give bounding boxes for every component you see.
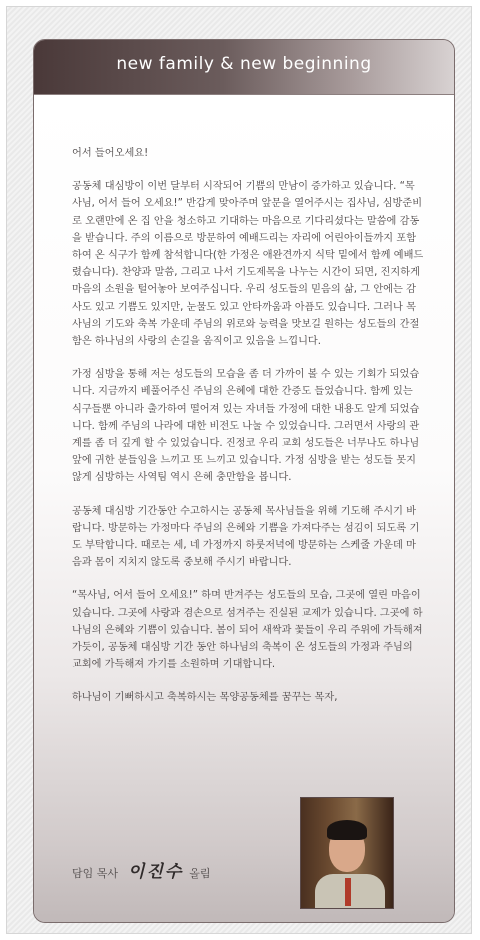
header-banner (34, 40, 454, 95)
letter-content (72, 145, 424, 723)
letter-card (33, 39, 455, 923)
letter-body (34, 95, 454, 922)
page-frame (6, 6, 472, 934)
signature-suffix: 올림 (189, 867, 211, 880)
letter-paragraph-3: 공동체 대심방 기간동안 수고하시는 공동체 목사님들을 위해 기도해 주시기 바랍니다. 방문하는 가정마다 주님의 은혜와 기쁨을 가져다주는 섬김이 되도록 기도 부탁합니다. 때로는 세, 네 가정까지 하룻저녁에 방문하는 스케줄 가운데 마음과 몸이 지치지 않도록 중보해 주시기 바랍니다. (72, 505, 420, 569)
letter-paragraph-2: 가정 심방을 통해 저는 성도들의 모습을 좀 더 가까이 볼 수 있는 기회가 되었습니다. 지금까지 베풀어주신 주님의 은혜에 대한 간증도 들었습니다. 함께 있는 식구들뿐 아니라 출가하여 떨어져 있는 자녀들 가정에 대한 내용도 알게 되었습니다. 함께 주님의 나라에 대한 비전도 나눌 수 있었습니다. 그러면서 사랑의 관계를 좀 더 깊게 할 수 있었습니다. 진정코 우리 교회 성도들은 너무나도 하나님 앞에 귀한 분들임을 느끼고 또 느끼고 있습니다. 가정 심방을 받는 성도들 못지않게 심방하는 사역팀 역시 은혜 충만함을 봅니다. (72, 369, 420, 484)
letter-paragraph-1: 공동체 대심방이 이번 달부터 시작되어 기쁨의 만남이 증가하고 있습니다. “목사님, 어서 들어 오세요!” 반갑게 맞아주며 앞문을 열어주시는 집사님, 심방준비로 오랜만에 온 집 안을 청소하고 기대하는 마음으로 기다리셨다는 말씀에 감동을 받습니다. 주의 이름으로 방문하여 예배드리는 자리에 어린아이들까지 포함하여 온 식구가 함께 참석합니다(한 가정은 애완견까지 식탁 밑에서 함께 예배드렸습니다). 찬양과 말씀, 그리고 나서 기도제목을 나누는 시간이 되면, 진지하게 마음의 소원을 털어놓아 보여주십니다. 우리 성도들의 믿음의 삶, 그 안에는 감사도 있고 기쁨도 있지만, 눈물도 있고 안타까움과 아픔도 있습니다. 그러나 목사님의 기도와 축복 가운데 주님의 위로와 능력을 맛보길 원하는 성도들의 간절함은 하나님의 사랑의 손길을 움직이고 있음을 느낍니다. (72, 181, 424, 348)
signature (72, 857, 211, 882)
letter-paragraph-4: “목사님, 어서 들어 오세요!” 하며 반겨주는 성도들의 모습, 그곳에 열린 마음이 있습니다. 그곳에 사랑과 겸손으로 섬겨주는 진실된 교제가 있습니다. 그곳에 하나님의 은혜와 기쁨이 있습니다. 봄이 되어 새싹과 꽃들이 우리 주위에 가득해져 가듯이, 공동체 대심방 기간 동안 하나님의 축복이 온 성도들의 가정과 주님의 교회에 가득해져 가기를 소원하며 기대합니다. (72, 590, 423, 671)
pastor-photo (300, 797, 394, 909)
photo-tie (345, 878, 351, 906)
photo-hair (327, 820, 367, 840)
signature-name: 이진수 (128, 862, 184, 882)
signature-title: 담임 목사 (72, 867, 119, 880)
letter-greeting: 어서 들어오세요! (72, 148, 149, 159)
letter-closing: 하나님이 기뻐하시고 축복하시는 목양공동체를 꿈꾸는 목자, (72, 692, 338, 704)
page-title: new family & new beginning (116, 54, 372, 74)
